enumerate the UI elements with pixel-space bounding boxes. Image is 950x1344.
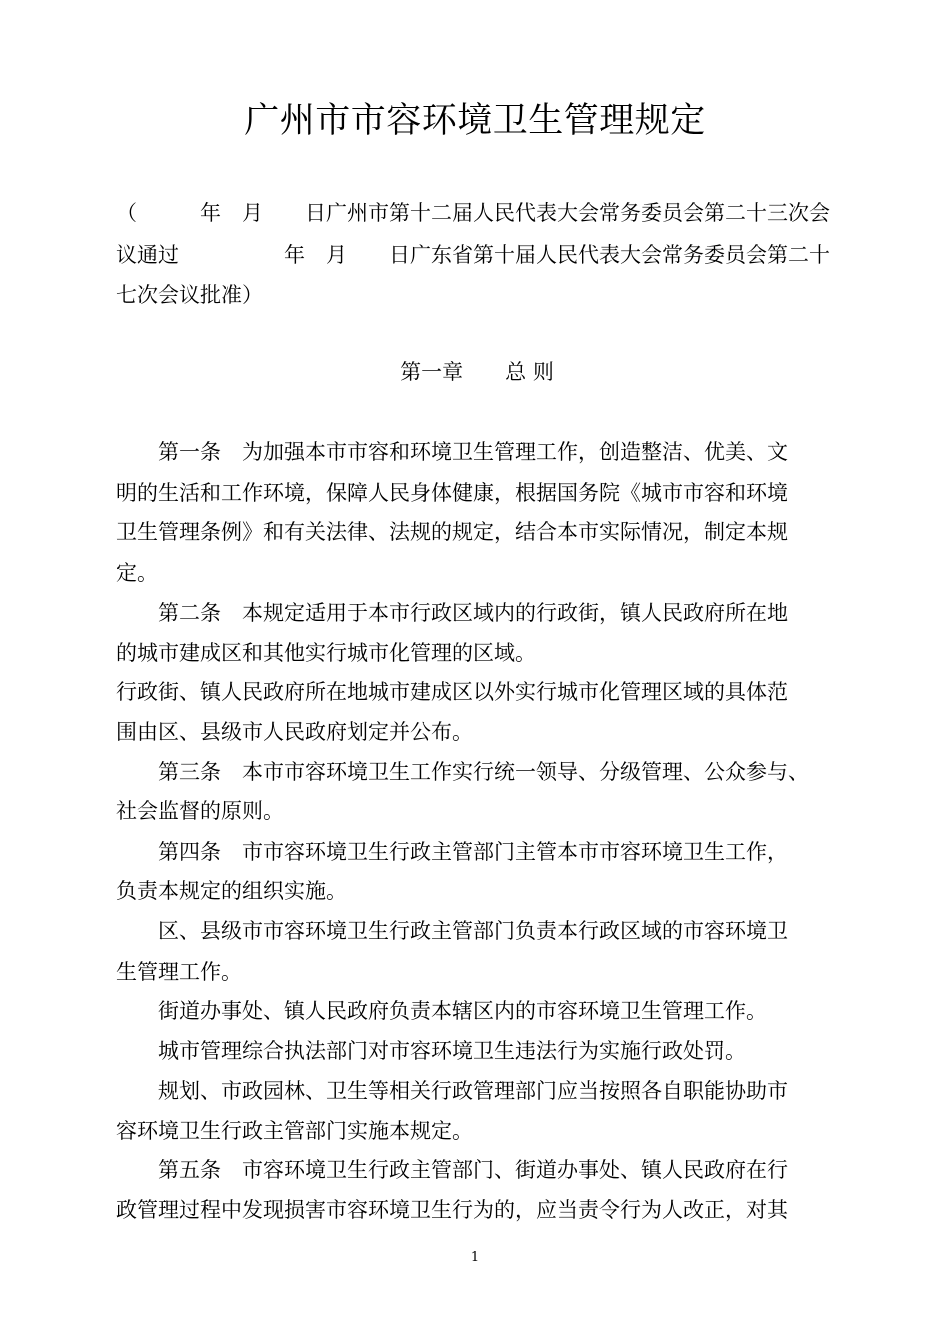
body-line: 区、县级市市容环境卫生行政主管部门负责本行政区域的市容环境卫: [158, 919, 788, 943]
body-line: 容环境卫生行政主管部门实施本规定。: [116, 1119, 473, 1143]
body-line: 明的生活和工作环境，保障人民身体健康，根据国务院《城市市容和环境: [116, 481, 788, 505]
body-line: 行政街、镇人民政府所在地城市建成区以外实行城市化管理区域的具体范: [116, 680, 788, 704]
body-line: 第五条 市容环境卫生行政主管部门、街道办事处、镇人民政府在行: [158, 1158, 788, 1182]
page-number: 1: [470, 1250, 480, 1265]
body-line: 政管理过程中发现损害市容环境卫生行为的，应当责令行为人改正，对其: [116, 1198, 788, 1222]
body-line: 规划、市政园林、卫生等相关行政管理部门应当按照各自职能协助市: [158, 1079, 788, 1103]
adoption-note-line: 七次会议批准）: [116, 283, 263, 307]
body-line: 社会监督的原则。: [116, 799, 284, 823]
chapter-heading: 第一章 总 则: [400, 360, 554, 384]
body-line: 生管理工作。: [116, 960, 242, 984]
body-line: 第四条 市市容环境卫生行政主管部门主管本市市容环境卫生工作，: [158, 840, 788, 864]
body-line: 第三条 本市市容环境卫生工作实行统一领导、分级管理、公众参与、: [158, 760, 809, 784]
body-line: 第一条 为加强本市市容和环境卫生管理工作，创造整洁、优美、文: [158, 440, 788, 464]
body-line: 街道办事处、镇人民政府负责本辖区内的市容环境卫生管理工作。: [158, 999, 767, 1023]
body-line: 城市管理综合执法部门对市容环境卫生违法行为实施行政处罚。: [158, 1039, 746, 1063]
adoption-note-line: （ 年 月 日广州市第十二届人民代表大会常务委员会第二十三次会: [116, 201, 830, 225]
body-line: 负责本规定的组织实施。: [116, 879, 347, 903]
body-line: 第二条 本规定适用于本市行政区域内的行政街，镇人民政府所在地: [158, 601, 788, 625]
document-title: 广州市市容环境卫生管理规定: [244, 101, 706, 141]
body-line: 定。: [116, 561, 158, 585]
body-line: 围由区、县级市人民政府划定并公布。: [116, 720, 473, 744]
body-line: 的城市建成区和其他实行城市化管理的区域。: [116, 641, 536, 665]
body-line: 卫生管理条例》和有关法律、法规的规定，结合本市实际情况，制定本规: [116, 520, 788, 544]
adoption-note-line: 议通过 年 月 日广东省第十届人民代表大会常务委员会第二十: [116, 243, 830, 267]
